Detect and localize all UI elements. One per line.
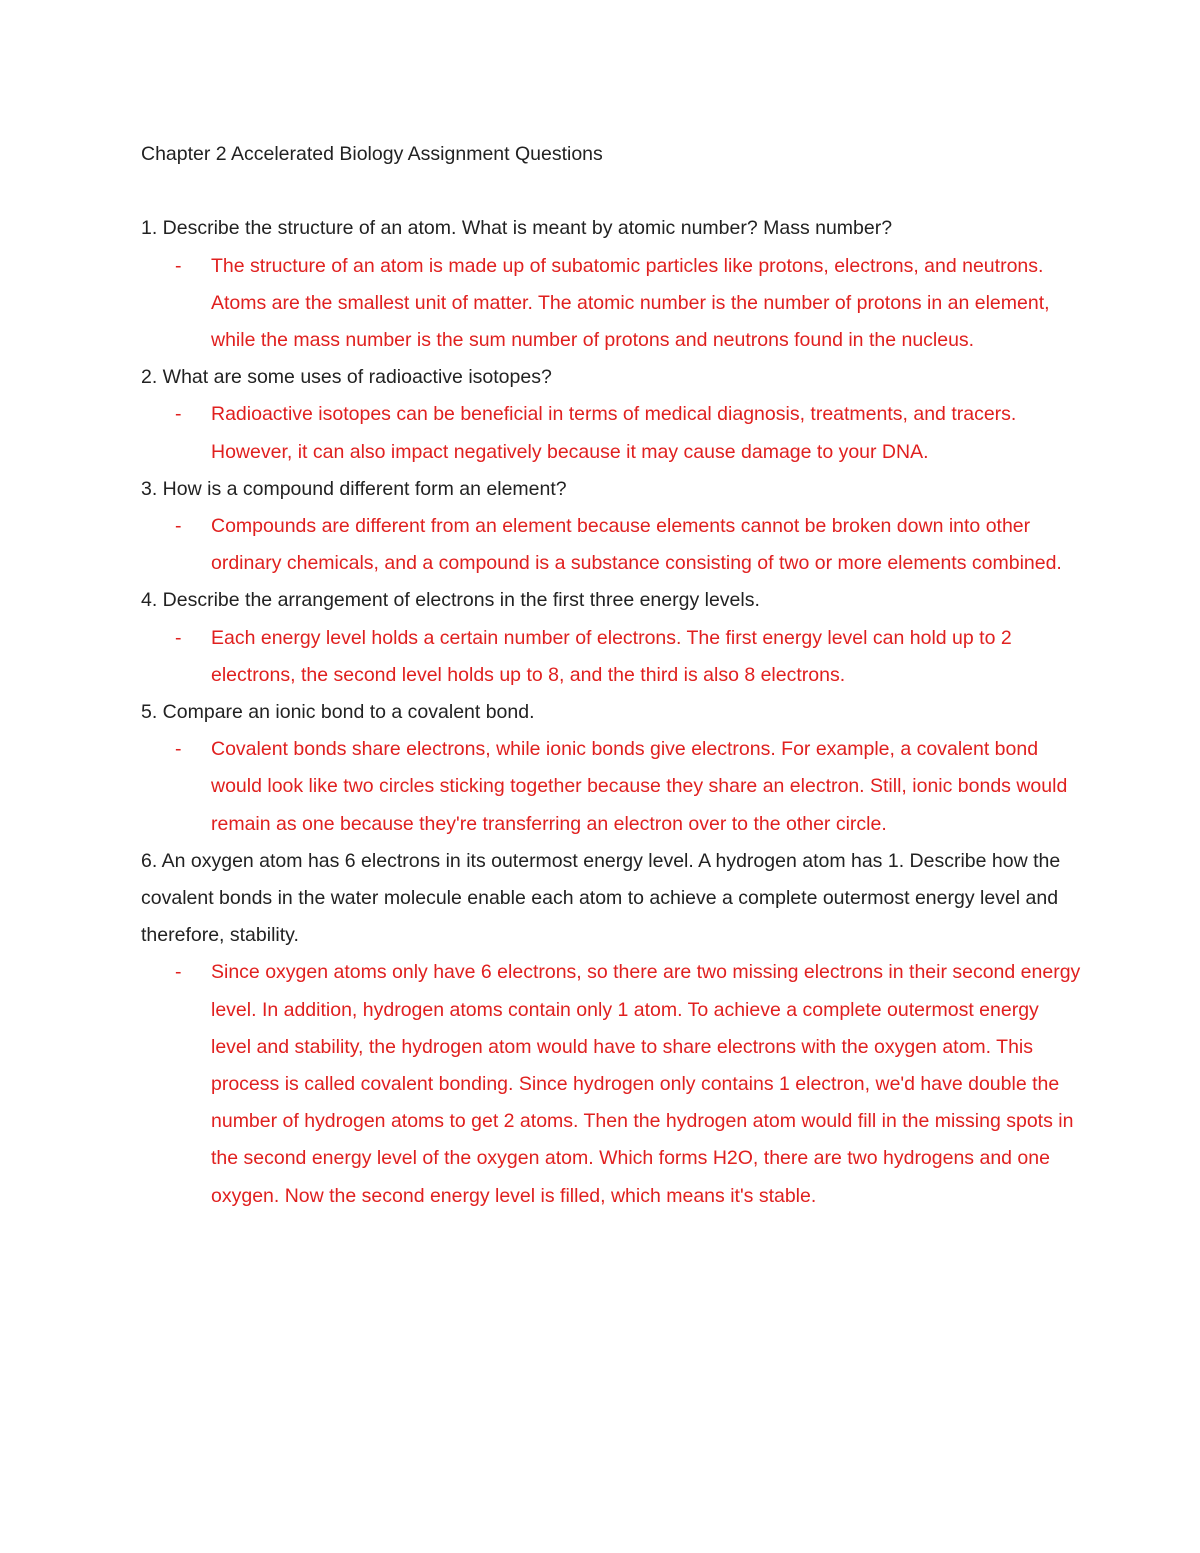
answer-text	[141, 508, 1081, 582]
bullet-dash: -	[175, 961, 182, 984]
question-text: 4. Describe the arrangement of electrons in the first three energy levels.	[141, 589, 760, 612]
question-text: 1. Describe the structure of an atom. What is meant by atomic number? Mass number?	[141, 217, 893, 240]
bullet-dash: -	[175, 626, 182, 649]
answer-text	[141, 248, 1081, 360]
answer-content: Radioactive isotopes can be beneficial in terms of medical diagnosis, treatments, and tracers. However, it can also impact negatively because it may cause damage to your DNA.	[211, 403, 1017, 463]
title-spacer	[141, 173, 1081, 210]
answer-text	[141, 954, 1081, 1214]
question-block	[141, 843, 1081, 1215]
answer-content: Each energy level holds a certain number of electrons. The first energy level can hold up to 2 electrons, the second level holds up to 8, and the third is also 8 electrons.	[211, 626, 1012, 686]
question-block	[141, 694, 1081, 843]
document-body	[141, 136, 1081, 1215]
document-title: Chapter 2 Accelerated Biology Assignment Questions	[141, 143, 603, 165]
answer-content: The structure of an atom is made up of subatomic particles like protons, electrons, and neutrons. Atoms are the smallest unit of matter. The atomic number is the number of protons in an element, while the mass number is the sum number of protons and neutrons found in the nucleus.	[211, 254, 1050, 351]
question-block	[141, 582, 1081, 694]
answer-text	[141, 396, 1081, 470]
question-block	[141, 359, 1081, 471]
answer-text	[141, 731, 1081, 843]
answer-text	[141, 620, 1081, 694]
bullet-dash: -	[175, 515, 182, 538]
question-text: 3. How is a compound different form an element?	[141, 477, 567, 500]
bullet-dash: -	[175, 738, 182, 761]
question-text: 5. Compare an ionic bond to a covalent bond.	[141, 701, 535, 724]
question-text: 6. An oxygen atom has 6 electrons in its outermost energy level. A hydrogen atom has 1. Describe how the covalent bonds in the water molecule enable each atom to achieve a complete outermost energy level and therefore, stability.	[141, 849, 1061, 947]
answer-content: Covalent bonds share electrons, while ionic bonds give electrons. For example, a covalent bond would look like two circles sticking together because they share an electron. Still, ionic bonds would remain as one because they're transferring an electron over to the other circle.	[211, 738, 1068, 835]
answer-content: Since oxygen atoms only have 6 electrons, so there are two missing electrons in their second energy level. In addition, hydrogen atoms contain only 1 atom. To achieve a complete outermost energy level and stability, the hydrogen atom would have to share electrons with the oxygen atom. This process is called covalent bonding. Since hydrogen only contains 1 electron, we'd have double the number of hydrogen atoms to get 2 atoms. Then the hydrogen atom would fill in the missing spots in the second energy level of the oxygen atom. Which forms H2O, there are two hydrogens and one oxygen. Now the second energy level is filled, which means it's stable.	[211, 961, 1081, 1207]
question-block	[141, 471, 1081, 583]
question-block	[141, 210, 1081, 359]
bullet-dash: -	[175, 403, 182, 426]
question-text: 2. What are some uses of radioactive isotopes?	[141, 366, 552, 389]
answer-content: Compounds are different from an element because elements cannot be broken down into other ordinary chemicals, and a compound is a substance consisting of two or more elements combined.	[211, 515, 1062, 575]
bullet-dash: -	[175, 254, 182, 277]
